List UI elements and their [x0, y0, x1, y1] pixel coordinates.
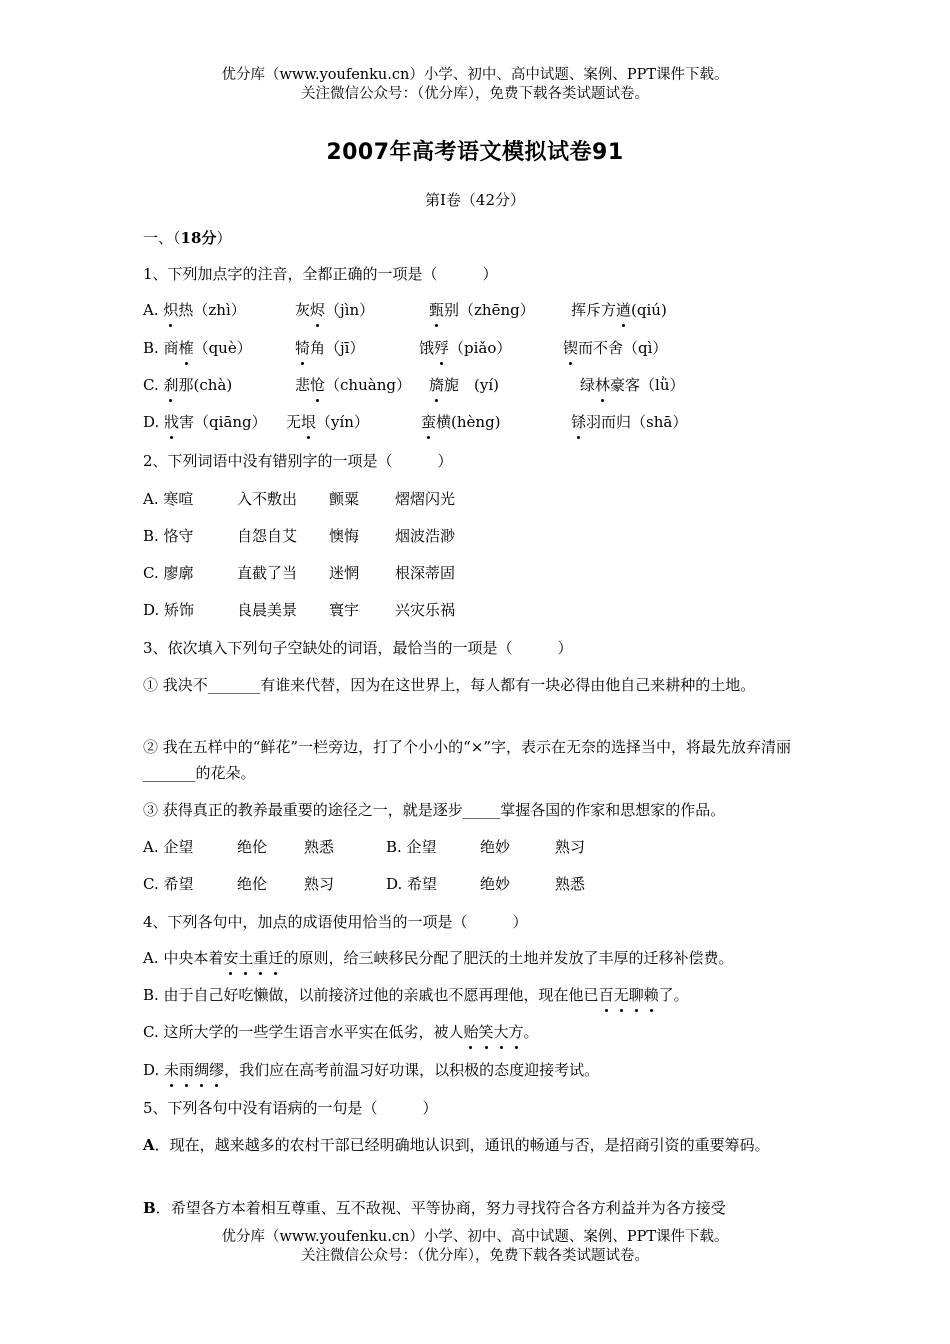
question-3-stem: 3、依次填入下列句子空缺处的词语，最恰当的一项是（ ） — [143, 639, 573, 657]
question-3-options-cd: C. 希望 绝伦 熟习 D. 希望 绝妙 熟悉 — [143, 875, 586, 893]
page-title: 2007年高考语文模拟试卷91 — [326, 140, 624, 165]
footer-line-1: 优分库（www.youfenku.cn）小学、初中、高中试题、案例、PPT课件下载。 — [221, 1229, 729, 1245]
header-line-1: 优分库（www.youfenku.cn）小学、初中、高中试题、案例、PPT课件下载。 — [221, 67, 729, 83]
question-4-option-b: B. 由于自己好吃懒做，以前接济过他的亲戚也不愿再理他，现在他已百无聊赖了。 — [143, 986, 689, 1004]
question-3-sentence-3: ③ 获得真正的教养最重要的途径之一，就是逐步_____掌握各国的作家和思想家的作品。 — [143, 801, 726, 819]
question-4-option-c: C. 这所大学的一些学生语言水平实在低劣，被人贻笑大方。 — [143, 1023, 539, 1041]
paper-subtitle: 第Ⅰ卷（42分） — [424, 191, 525, 209]
section-score: 18分 — [180, 229, 217, 247]
footer-line-2: 关注微信公众号：（优分库），免费下载各类试题试卷。 — [301, 1248, 649, 1264]
question-2-stem: 2、下列词语中没有错别字的一项是（ ） — [143, 452, 453, 470]
question-3-sentence-2: ② 我在五样中的“鲜花”一栏旁边，打了个小小的“×”字，表示在无奈的选择当中，将最先放弃清丽_______的花朵。 — [143, 738, 792, 782]
header-line-2: 关注微信公众号：（优分库），免费下载各类试题试卷。 — [301, 86, 649, 102]
question-4-option-d: D. 未雨绸缪，我们应在高考前温习好功课，以积极的态度迎接考试。 — [143, 1061, 600, 1079]
page-header — [0, 66, 950, 104]
question-2-option-b: B. 恪守 自怨自艾 懊悔 烟波浩渺 — [143, 527, 456, 545]
question-1-option-b: B. 商榷（què） 犄角（jī） 饿殍（piǎo） 锲而不舍（qì） — [143, 339, 668, 357]
question-4-stem: 4、下列各句中，加点的成语使用恰当的一项是（ ） — [143, 913, 528, 931]
question-1-option-c: C. 刹那(chà) 悲怆（chuàng） 旖旎 (yí) 绿林豪客（lǜ） — [143, 376, 685, 394]
question-1-option-a: A. 炽热（zhì） 灰烬（jìn） 甄别（zhēng） 挥斥方遒(qiú) — [143, 301, 667, 319]
section-heading: 一、（18分） — [143, 229, 232, 247]
question-3-options-ab: A. 企望 绝伦 熟悉 B. 企望 绝妙 熟习 — [143, 838, 586, 856]
question-4-option-a: A. 中央本着安土重迁的原则，给三峡移民分配了肥沃的土地并发放了丰厚的迁移补偿费。 — [143, 949, 734, 967]
question-5-option-b: B．希望各方本着相互尊重、互不敌视、平等协商，努力寻找符合各方利益并为各方接受 — [143, 1199, 726, 1217]
question-5-stem: 5、下列各句中没有语病的一句是（ ） — [143, 1099, 438, 1117]
question-1-stem: 1、下列加点字的注音，全都正确的一项是（ ） — [143, 265, 498, 283]
page-footer — [0, 1228, 950, 1266]
question-2-option-a: A. 寒喧 入不敷出 颤粟 熠熠闪光 — [143, 490, 456, 508]
question-3-sentence-1: ① 我决不_______有谁来代替，因为在这世界上，每人都有一块必得由他自己来耕种的土地。 — [143, 676, 756, 694]
question-2-option-d: D. 矫饰 良晨美景 寰宇 兴灾乐祸 — [143, 601, 456, 619]
question-1-option-d: D. 戕害（qiāng） 无垠（yín） 蛮横(hèng) 铩羽而归（shā） — [143, 413, 688, 431]
question-2-option-c: C. 廖廓 直截了当 迷惘 根深蒂固 — [143, 564, 456, 582]
question-5-option-a: A．现在，越来越多的农村干部已经明确地认识到，通讯的畅通与否，是招商引资的重要筹码。 — [143, 1136, 770, 1154]
